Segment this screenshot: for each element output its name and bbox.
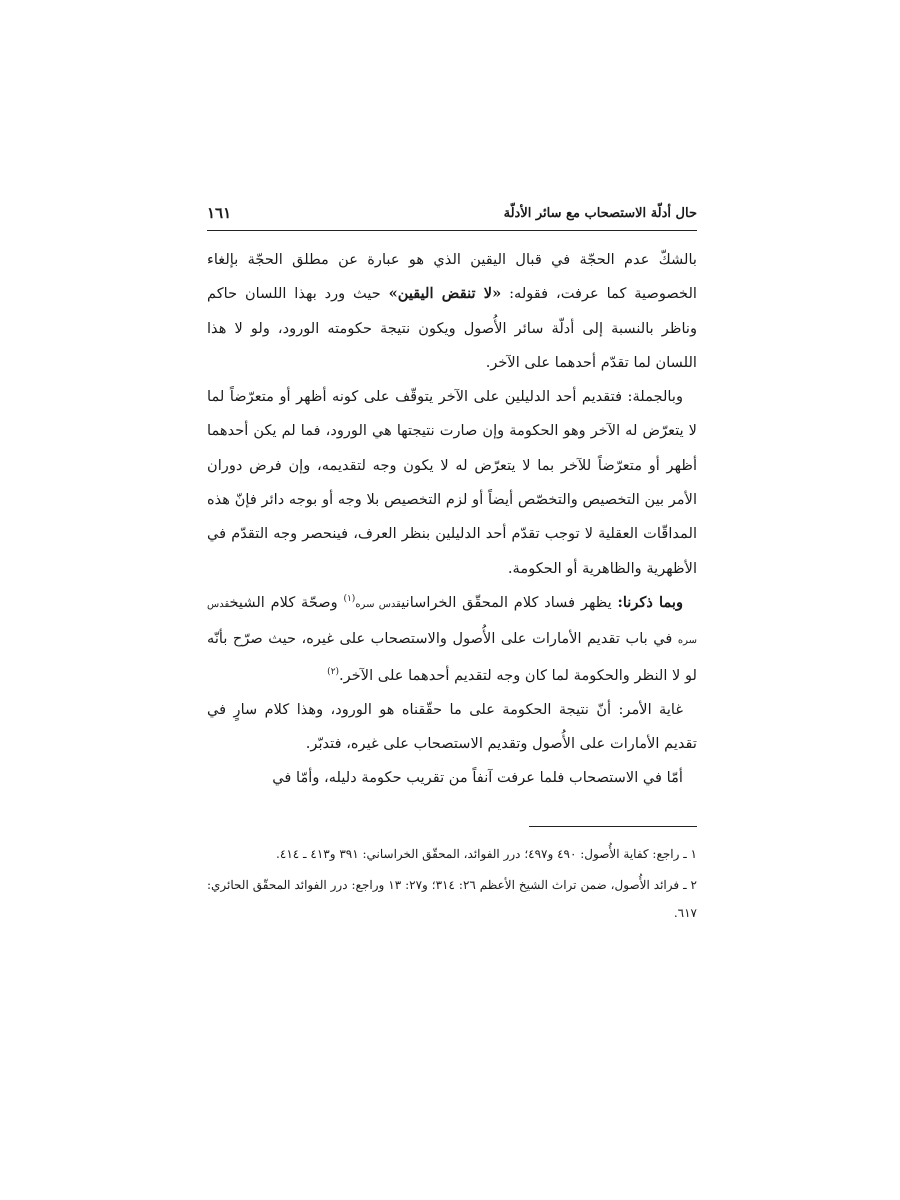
footnotes — [207, 840, 697, 927]
footnote-1: ١ ـ راجع: كفاية الأُصول: ٤٩٠ و٤٩٧؛ درر الفوائد، المحقّق الخراساني: ٣٩١ و٤١٣ ـ ٤١٤. — [276, 846, 697, 861]
page-number: ١٦١ — [207, 204, 232, 222]
running-title: حال أدلّة الاستصحاب مع سائر الأدلّة — [503, 206, 697, 221]
paragraph-3 — [207, 586, 697, 693]
body-text — [207, 243, 697, 796]
footnote-divider — [529, 826, 697, 827]
paragraph-1-text-b: حيث ورد بهذا اللسان حاكم وناظر بالنسبة إلى أدلّة سائر الأُصول ويكون نتيجة حكومته الورود، ولو لا هذا اللسان لما تقدّم أحدهما على الآخر. — [207, 285, 698, 371]
honorific-mark-1: قدس سره — [355, 598, 402, 610]
book-page — [207, 200, 697, 930]
footnote-2: ٢ ـ فرائد الأُصول، ضمن تراث الشيخ الأعظم ٢٦: ٣١٤؛ و٢٧: ١٣ وراجع: درر الفوائد المحقّق الحائري: ٦١٧. — [207, 877, 697, 920]
paragraph-1 — [207, 243, 697, 380]
paragraph-2: وبالجملة: فتقديم أحد الدليلين على الآخر يتوقّف على كونه أظهر أو متعرّضاً لما لا يتعرّض له الآخر وهو الحكومة وإن صارت نتيجتها هي الورود، فما لم يكن أحدهما أظهر أو متعرّضاً للآخر بما لا يتعرّض له لا يكون وجه لتقديمه، وإن فرض دوران الأمر بين التخصيص والتخصّص أيضاً أو لزم التخصيص بلا وجه أو بوجه دائر فإنّ هذه المداقّات العقلية لا توجب تقدّم أحد الدليلين بنظر العرف، فينحصر وجه التقدّم في الأظهرية والظاهرية أو الحكومة. — [207, 388, 697, 577]
honorific-mark-2: قدس سره — [207, 598, 697, 647]
footnote-ref-2[interactable]: (٢) — [327, 666, 340, 677]
paragraph-1-text-a: بالشكّ عدم الحجّة في قبال اليقين الذي هو عبارة عن مطلق الحجّة بإلغاء الخصوصية كما عرفت، فقوله: — [207, 251, 697, 303]
running-head — [207, 200, 697, 231]
paragraph-3-text-c: في باب تقديم الأمارات على الأُصول والاستصحاب على غيره، حيث صرّح بأنّه لو لا النظر والحكومة لما كان وجه لتقديم أحدهما على الآخر. — [207, 630, 697, 684]
footnote-ref-1[interactable]: (١) — [343, 594, 356, 605]
paragraph-5: أمّا في الاستصحاب فلما عرفت آنفاً من تقريب حكومة دليله، وأمّا في — [272, 769, 683, 787]
quoted-phrase: «لا تنقض اليقين» — [388, 285, 502, 303]
paragraph-3-lead: وبما ذكرنا: — [617, 593, 683, 611]
paragraph-3-text-a: يظهر فساد كلام المحقّق الخراساني — [401, 593, 618, 611]
paragraph-3-text-b: وصحّة كلام الشيخ — [229, 593, 344, 611]
paragraph-4: غاية الأمر: أنّ نتيجة الحكومة على ما حقّقناه هو الورود، وهذا كلام سارٍ في تقديم الأمارات على الأُصول وتقديم الاستصحاب على غيره، فتدبّر. — [207, 700, 697, 753]
